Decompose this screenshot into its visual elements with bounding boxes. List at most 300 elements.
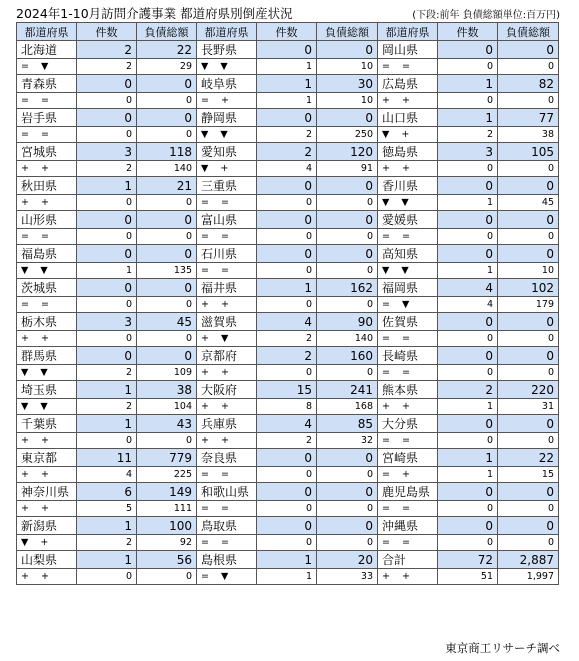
prefecture-name: 岩手県 [17, 109, 77, 127]
prior-debt-cell: 0 [317, 535, 378, 551]
prefecture-name: 宮崎県 [378, 449, 438, 467]
prefecture-name: 京都府 [197, 347, 257, 365]
count-cell: 0 [438, 211, 498, 229]
count-cell: 0 [438, 347, 498, 365]
debt-cell: 0 [498, 347, 559, 365]
prior-year-row [17, 501, 559, 517]
debt-cell: 77 [498, 109, 559, 127]
debt-cell: 0 [498, 211, 559, 229]
debt-cell: 0 [317, 177, 378, 195]
change-marks: = = [378, 365, 438, 381]
table-row [17, 415, 559, 433]
prior-year-row [17, 127, 559, 143]
count-cell: 0 [438, 41, 498, 59]
count-cell: 4 [438, 279, 498, 297]
count-cell: 0 [438, 313, 498, 331]
prior-year-row [17, 297, 559, 313]
change-marks: = = [197, 467, 257, 483]
count-cell: 1 [77, 517, 137, 535]
change-marks: = + [378, 467, 438, 483]
prior-debt-cell: 140 [317, 331, 378, 347]
prior-debt-cell: 0 [317, 467, 378, 483]
count-cell: 2 [257, 143, 317, 161]
prior-year-row [17, 161, 559, 177]
prefecture-name: 愛知県 [197, 143, 257, 161]
prefecture-name: 広島県 [378, 75, 438, 93]
prior-count-cell: 0 [438, 433, 498, 449]
debt-cell: 0 [498, 245, 559, 263]
count-cell: 0 [77, 245, 137, 263]
prior-count-cell: 0 [77, 297, 137, 313]
prior-count-cell: 0 [257, 263, 317, 279]
prior-count-cell: 0 [257, 467, 317, 483]
prior-count-cell: 0 [257, 229, 317, 245]
header-cell: 件数 [438, 23, 498, 41]
prior-count-cell: 1 [438, 195, 498, 211]
debt-cell: 21 [137, 177, 197, 195]
prior-debt-cell: 225 [137, 467, 197, 483]
change-marks: = = [197, 263, 257, 279]
prefecture-name: 埼玉県 [17, 381, 77, 399]
prior-debt-cell: 179 [498, 297, 559, 313]
change-marks: = = [378, 535, 438, 551]
debt-cell: 0 [137, 109, 197, 127]
prior-count-cell: 0 [438, 229, 498, 245]
prior-year-row [17, 467, 559, 483]
prefecture-name: 長野県 [197, 41, 257, 59]
prior-debt-cell: 0 [137, 229, 197, 245]
prefecture-name: 鹿児島県 [378, 483, 438, 501]
table-row [17, 347, 559, 365]
prefecture-name: 福岡県 [378, 279, 438, 297]
count-cell: 0 [438, 177, 498, 195]
prefecture-name: 岐阜県 [197, 75, 257, 93]
debt-cell: 0 [498, 517, 559, 535]
prior-count-cell: 1 [257, 59, 317, 75]
count-cell: 0 [257, 211, 317, 229]
prior-debt-cell: 31 [498, 399, 559, 415]
prefecture-name: 鳥取県 [197, 517, 257, 535]
debt-cell: 0 [317, 483, 378, 501]
prefecture-name: 愛媛県 [378, 211, 438, 229]
prior-debt-cell: 104 [137, 399, 197, 415]
prefecture-name: 北海道 [17, 41, 77, 59]
change-marks: ▼ + [378, 127, 438, 143]
change-marks: ▼ ▼ [17, 263, 77, 279]
prior-year-row [17, 93, 559, 109]
count-cell: 2 [257, 347, 317, 365]
debt-cell: 149 [137, 483, 197, 501]
change-marks: + + [17, 501, 77, 517]
prefecture-name: 茨城県 [17, 279, 77, 297]
debt-cell: 85 [317, 415, 378, 433]
prior-debt-cell: 0 [137, 297, 197, 313]
count-cell: 0 [77, 109, 137, 127]
count-cell: 0 [438, 415, 498, 433]
change-marks: = = [17, 297, 77, 313]
change-marks: ▼ ▼ [378, 263, 438, 279]
debt-cell: 2,887 [498, 551, 559, 569]
prior-debt-cell: 0 [137, 93, 197, 109]
prior-debt-cell: 140 [137, 161, 197, 177]
source-credit: 東京商工リサーチ調べ [445, 641, 560, 655]
prior-debt-cell: 92 [137, 535, 197, 551]
prefecture-name: 山梨県 [17, 551, 77, 569]
count-cell: 0 [77, 75, 137, 93]
prefecture-name: 富山県 [197, 211, 257, 229]
change-marks: + + [17, 331, 77, 347]
header-cell: 都道府県 [378, 23, 438, 41]
prior-year-row [17, 399, 559, 415]
prior-count-cell: 0 [77, 569, 137, 585]
change-marks: + + [17, 161, 77, 177]
prefecture-name: 秋田県 [17, 177, 77, 195]
prior-debt-cell: 0 [498, 161, 559, 177]
prior-debt-cell: 0 [498, 501, 559, 517]
table-title: 2024年1-10月訪問介護事業 都道府県別倒産状況 [16, 6, 293, 21]
prior-count-cell: 2 [257, 127, 317, 143]
prior-year-row [17, 331, 559, 347]
count-cell: 0 [438, 517, 498, 535]
prefecture-name: 熊本県 [378, 381, 438, 399]
prior-count-cell: 0 [438, 93, 498, 109]
prior-debt-cell: 15 [498, 467, 559, 483]
prior-count-cell: 0 [438, 365, 498, 381]
header-cell: 都道府県 [17, 23, 77, 41]
prefecture-name: 香川県 [378, 177, 438, 195]
prefecture-name: 和歌山県 [197, 483, 257, 501]
count-cell: 1 [257, 75, 317, 93]
prior-debt-cell: 0 [317, 263, 378, 279]
prior-count-cell: 2 [77, 365, 137, 381]
change-marks: = ▼ [17, 59, 77, 75]
prior-year-row [17, 263, 559, 279]
header-cell: 負債総額 [137, 23, 197, 41]
prefecture-name: 新潟県 [17, 517, 77, 535]
debt-cell: 0 [317, 517, 378, 535]
prior-count-cell: 0 [438, 331, 498, 347]
debt-cell: 38 [137, 381, 197, 399]
header-cell: 件数 [257, 23, 317, 41]
prefecture-name: 宮城県 [17, 143, 77, 161]
prior-debt-cell: 0 [498, 229, 559, 245]
prior-debt-cell: 0 [498, 433, 559, 449]
debt-cell: 22 [498, 449, 559, 467]
prior-debt-cell: 250 [317, 127, 378, 143]
count-cell: 0 [257, 109, 317, 127]
debt-cell: 105 [498, 143, 559, 161]
change-marks: + + [197, 365, 257, 381]
debt-cell: 120 [317, 143, 378, 161]
prior-year-row [17, 195, 559, 211]
change-marks: ▼ + [197, 161, 257, 177]
count-cell: 2 [77, 41, 137, 59]
prior-count-cell: 0 [438, 535, 498, 551]
table-row [17, 245, 559, 263]
prior-year-row [17, 365, 559, 381]
prior-count-cell: 1 [438, 263, 498, 279]
change-marks: = = [197, 229, 257, 245]
prior-debt-cell: 10 [317, 93, 378, 109]
table-row [17, 41, 559, 59]
prefecture-name: 群馬県 [17, 347, 77, 365]
prior-count-cell: 1 [438, 399, 498, 415]
debt-cell: 779 [137, 449, 197, 467]
prefecture-name: 徳島県 [378, 143, 438, 161]
count-cell: 1 [438, 75, 498, 93]
prior-count-cell: 5 [77, 501, 137, 517]
prior-count-cell: 1 [257, 93, 317, 109]
debt-cell: 0 [317, 449, 378, 467]
change-marks: + + [378, 399, 438, 415]
prior-debt-cell: 0 [498, 59, 559, 75]
prior-count-cell: 0 [77, 229, 137, 245]
prefecture-name: 沖縄県 [378, 517, 438, 535]
prefecture-name: 奈良県 [197, 449, 257, 467]
prior-debt-cell: 29 [137, 59, 197, 75]
prior-count-cell: 0 [77, 127, 137, 143]
prefecture-name: 山形県 [17, 211, 77, 229]
prior-count-cell: 0 [438, 501, 498, 517]
prefecture-name: 福島県 [17, 245, 77, 263]
debt-cell: 22 [137, 41, 197, 59]
prior-count-cell: 0 [77, 93, 137, 109]
prefecture-name: 石川県 [197, 245, 257, 263]
count-cell: 1 [438, 109, 498, 127]
count-cell: 0 [257, 449, 317, 467]
prior-year-row [17, 535, 559, 551]
prior-count-cell: 2 [257, 433, 317, 449]
prior-debt-cell: 0 [317, 195, 378, 211]
change-marks: ▼ ▼ [17, 399, 77, 415]
prefecture-name: 長崎県 [378, 347, 438, 365]
prior-count-cell: 8 [257, 399, 317, 415]
count-cell: 2 [438, 381, 498, 399]
prior-debt-cell: 0 [137, 127, 197, 143]
debt-cell: 0 [137, 211, 197, 229]
debt-cell: 220 [498, 381, 559, 399]
prior-count-cell: 1 [438, 467, 498, 483]
change-marks: + + [17, 467, 77, 483]
change-marks: + + [378, 569, 438, 585]
change-marks: = = [17, 229, 77, 245]
prior-debt-cell: 0 [317, 229, 378, 245]
count-cell: 0 [77, 347, 137, 365]
prior-debt-cell: 0 [137, 195, 197, 211]
prior-debt-cell: 1,997 [498, 569, 559, 585]
count-cell: 0 [257, 483, 317, 501]
prior-year-row [17, 569, 559, 585]
debt-cell: 102 [498, 279, 559, 297]
prefecture-name: 三重県 [197, 177, 257, 195]
prefecture-name: 千葉県 [17, 415, 77, 433]
prior-count-cell: 4 [77, 467, 137, 483]
count-cell: 0 [257, 41, 317, 59]
prior-count-cell: 0 [77, 433, 137, 449]
count-cell: 1 [77, 415, 137, 433]
debt-cell: 0 [498, 177, 559, 195]
prior-debt-cell: 135 [137, 263, 197, 279]
count-cell: 11 [77, 449, 137, 467]
prefecture-name: 東京都 [17, 449, 77, 467]
header-row [17, 23, 559, 41]
prior-year-row [17, 229, 559, 245]
change-marks: = = [197, 195, 257, 211]
debt-cell: 0 [137, 75, 197, 93]
debt-cell: 56 [137, 551, 197, 569]
prior-debt-cell: 0 [498, 535, 559, 551]
prefecture-name: 青森県 [17, 75, 77, 93]
debt-cell: 160 [317, 347, 378, 365]
change-marks: ▼ + [17, 535, 77, 551]
prior-count-cell: 0 [257, 297, 317, 313]
debt-cell: 241 [317, 381, 378, 399]
header-cell: 都道府県 [197, 23, 257, 41]
count-cell: 15 [257, 381, 317, 399]
prior-count-cell: 0 [257, 535, 317, 551]
prior-debt-cell: 10 [498, 263, 559, 279]
count-cell: 3 [77, 143, 137, 161]
table-row [17, 109, 559, 127]
debt-cell: 0 [498, 483, 559, 501]
prior-count-cell: 4 [257, 161, 317, 177]
table-row [17, 211, 559, 229]
prefecture-name: 岡山県 [378, 41, 438, 59]
debt-cell: 0 [317, 109, 378, 127]
count-cell: 0 [77, 211, 137, 229]
table-row [17, 279, 559, 297]
debt-cell: 0 [137, 245, 197, 263]
debt-cell: 100 [137, 517, 197, 535]
change-marks: = = [17, 93, 77, 109]
debt-cell: 118 [137, 143, 197, 161]
prefecture-name: 静岡県 [197, 109, 257, 127]
table-row [17, 313, 559, 331]
debt-cell: 45 [137, 313, 197, 331]
prefecture-name: 福井県 [197, 279, 257, 297]
change-marks: + ▼ [197, 331, 257, 347]
count-cell: 3 [438, 143, 498, 161]
prior-debt-cell: 0 [137, 331, 197, 347]
table-row [17, 75, 559, 93]
prior-debt-cell: 0 [317, 297, 378, 313]
change-marks: ▼ ▼ [17, 365, 77, 381]
count-cell: 1 [77, 381, 137, 399]
prior-debt-cell: 0 [137, 569, 197, 585]
debt-cell: 162 [317, 279, 378, 297]
count-cell: 3 [77, 313, 137, 331]
change-marks: = = [197, 535, 257, 551]
prior-debt-cell: 109 [137, 365, 197, 381]
prefecture-name: 高知県 [378, 245, 438, 263]
prefecture-name: 山口県 [378, 109, 438, 127]
prior-year-row [17, 433, 559, 449]
count-cell: 6 [77, 483, 137, 501]
count-cell: 0 [438, 245, 498, 263]
prior-count-cell: 1 [77, 263, 137, 279]
debt-cell: 20 [317, 551, 378, 569]
prefecture-name: 大分県 [378, 415, 438, 433]
prior-debt-cell: 10 [317, 59, 378, 75]
table-row [17, 143, 559, 161]
prior-count-cell: 1 [257, 569, 317, 585]
table-row [17, 517, 559, 535]
debt-cell: 30 [317, 75, 378, 93]
prefecture-name: 兵庫県 [197, 415, 257, 433]
prior-count-cell: 2 [77, 161, 137, 177]
change-marks: + + [17, 195, 77, 211]
change-marks: ▼ ▼ [378, 195, 438, 211]
debt-cell: 0 [137, 279, 197, 297]
prefecture-name: 大阪府 [197, 381, 257, 399]
change-marks: = = [378, 331, 438, 347]
change-marks: ▼ ▼ [197, 59, 257, 75]
debt-cell: 0 [498, 41, 559, 59]
table-row [17, 177, 559, 195]
prior-count-cell: 2 [77, 535, 137, 551]
prior-count-cell: 0 [257, 195, 317, 211]
change-marks: + + [197, 399, 257, 415]
change-marks: + + [378, 161, 438, 177]
prior-count-cell: 2 [257, 331, 317, 347]
header-cell: 負債総額 [498, 23, 559, 41]
prior-count-cell: 2 [77, 59, 137, 75]
count-cell: 1 [438, 449, 498, 467]
prior-count-cell: 0 [257, 365, 317, 381]
debt-cell: 0 [317, 41, 378, 59]
unit-note: (下段:前年 負債総額単位:百万円) [412, 10, 560, 21]
debt-cell: 0 [137, 347, 197, 365]
change-marks: = = [17, 127, 77, 143]
debt-cell: 0 [498, 415, 559, 433]
count-cell: 0 [257, 517, 317, 535]
debt-cell: 0 [498, 313, 559, 331]
change-marks: = ▼ [197, 569, 257, 585]
change-marks: = + [197, 93, 257, 109]
prefecture-name: 滋賀県 [197, 313, 257, 331]
prior-count-cell: 51 [438, 569, 498, 585]
prior-debt-cell: 45 [498, 195, 559, 211]
change-marks: + + [17, 569, 77, 585]
prefecture-bankruptcy-table [16, 22, 559, 585]
table-row [17, 449, 559, 467]
prefecture-name: 合計 [378, 551, 438, 569]
prior-debt-cell: 0 [498, 331, 559, 347]
count-cell: 1 [77, 177, 137, 195]
prior-debt-cell: 32 [317, 433, 378, 449]
prior-debt-cell: 38 [498, 127, 559, 143]
prior-count-cell: 2 [77, 399, 137, 415]
prior-debt-cell: 0 [498, 93, 559, 109]
debt-cell: 90 [317, 313, 378, 331]
prior-count-cell: 0 [77, 195, 137, 211]
prefecture-name: 佐賀県 [378, 313, 438, 331]
prior-debt-cell: 0 [137, 433, 197, 449]
prior-debt-cell: 0 [317, 501, 378, 517]
prior-debt-cell: 33 [317, 569, 378, 585]
count-cell: 1 [77, 551, 137, 569]
count-cell: 0 [257, 245, 317, 263]
count-cell: 0 [77, 279, 137, 297]
change-marks: = = [378, 59, 438, 75]
prior-count-cell: 0 [257, 501, 317, 517]
prefecture-name: 島根県 [197, 551, 257, 569]
debt-cell: 43 [137, 415, 197, 433]
header-cell: 負債総額 [317, 23, 378, 41]
change-marks: = ▼ [378, 297, 438, 313]
count-cell: 0 [257, 177, 317, 195]
prior-count-cell: 0 [77, 331, 137, 347]
